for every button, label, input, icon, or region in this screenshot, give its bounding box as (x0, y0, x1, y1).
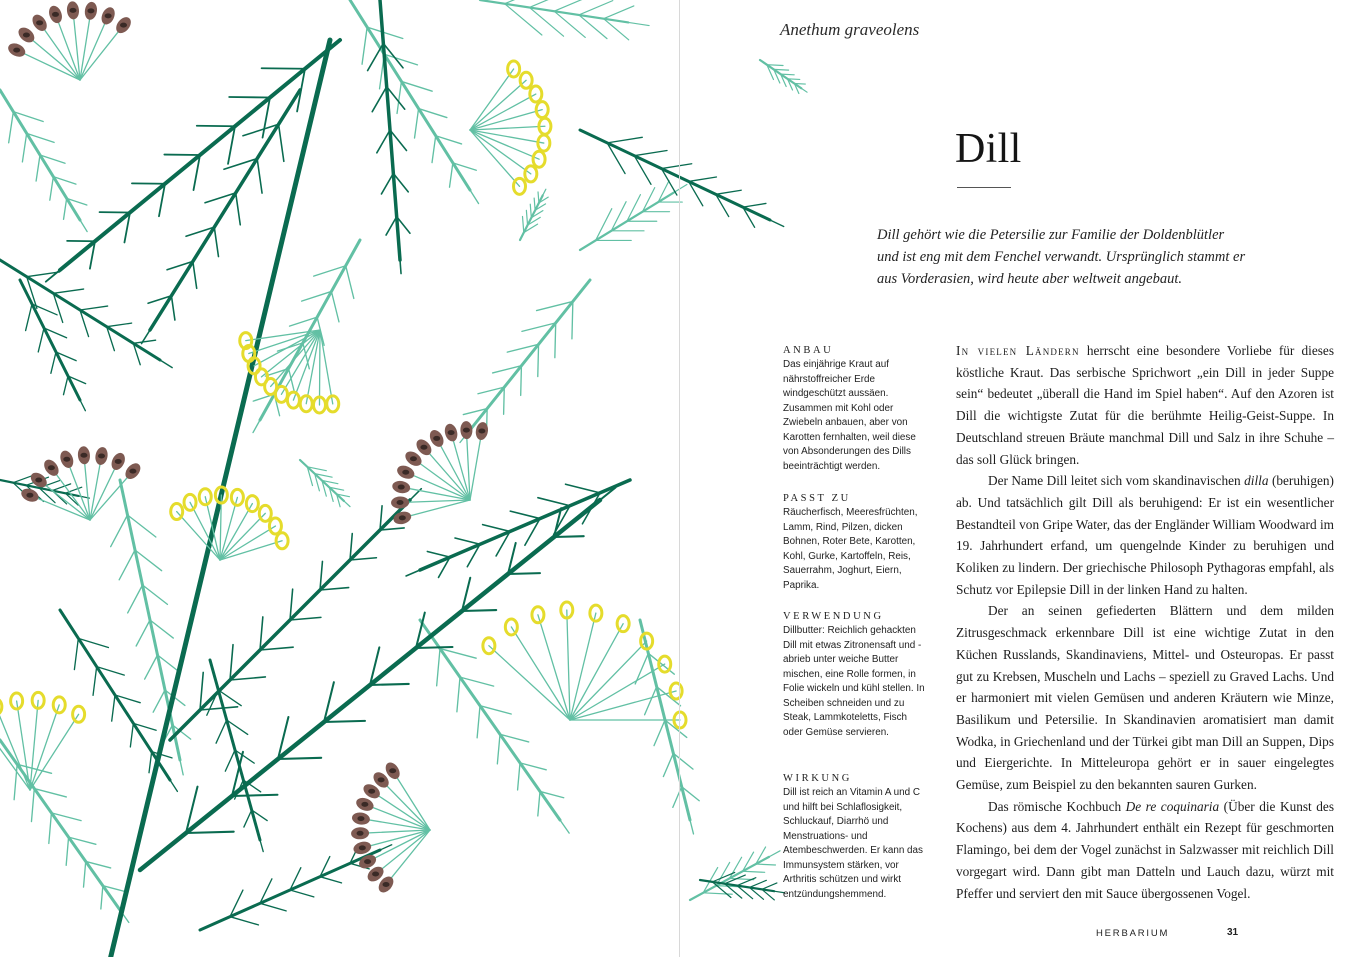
stem (566, 484, 600, 493)
stem (788, 79, 800, 80)
stem (214, 227, 218, 256)
stem (110, 40, 330, 957)
running-footer: HERBARIUM (1096, 928, 1170, 939)
stem (74, 638, 78, 669)
stem (470, 190, 479, 204)
stem (112, 695, 115, 721)
stem (538, 615, 570, 720)
stem (470, 69, 514, 130)
stem (320, 877, 342, 883)
seed-center (48, 465, 55, 470)
stem (101, 886, 103, 909)
seed-center (35, 477, 42, 482)
stem (170, 780, 177, 791)
stem (9, 112, 14, 143)
sidebar-section-passt-zu (783, 493, 928, 593)
stem (645, 687, 657, 715)
seed-center (361, 802, 368, 807)
stem (200, 707, 238, 710)
stem (51, 352, 56, 373)
seed-center (420, 445, 427, 450)
stem (654, 720, 665, 746)
stem (437, 649, 440, 686)
seed-center (357, 816, 364, 821)
stem (749, 880, 766, 887)
stem (400, 260, 401, 274)
seed-center (36, 20, 43, 25)
stem (555, 323, 556, 358)
stem (171, 296, 174, 320)
seed-center (383, 882, 390, 887)
stem (767, 65, 783, 66)
sidebar-section-verwendung (783, 611, 928, 740)
seed-center (26, 493, 33, 498)
stem (368, 43, 384, 70)
page-number: 31 (1227, 927, 1239, 938)
stem (279, 124, 284, 161)
stem (663, 753, 673, 776)
stem (510, 511, 540, 518)
stem (415, 109, 419, 138)
paragraph: Das römische Kochbuch De re coquinaria (Über die Kunst des Kochens) aus dem 4. Jahrhundert enthält ein Rezept für geschmorten Flamingo, bei dem der Vogel zunächst in Salzwasser mit reichlich Dill vorgegart wird. Dann gibt man Datteln und Lauch dazu, würzt mit Pfeffer und serviert den mit Sauce übergossenen Vogel. (956, 798, 1335, 901)
stem (200, 672, 203, 710)
stem (128, 585, 143, 613)
stem (416, 647, 452, 648)
stem (604, 6, 634, 19)
section-text: Räucherfisch, Meeresfrüchten, Lamm, Rind, Pilzen, dicken Bohnen, Roter Bete, Karotten, Kohl, Gurke, Kartoffeln, Reis, Sauerrahm, Joghurt, Eiern, Paprika. (783, 507, 918, 591)
stem (319, 330, 320, 405)
stem (260, 840, 263, 852)
stem (136, 620, 150, 646)
section-text: Dill ist reich an Vitamin A und C und hilft bei Schlaflosigkeit, Schluckauf, Diarrhö und Menstruations- und Atembeschwerden. Er kann das Immunsystem stärken, vor Arthritis schützen und wirkt entzündungshemmend. (783, 787, 923, 900)
stem (262, 68, 305, 69)
stem (689, 177, 717, 181)
section-text: Das einjährige Kraut auf nährstoffreicher Erde windgeschützt aussäen. Zusammen mit Kohl oder Zwiebeln anbauen, aber von Karotten fernhalten, weil diese von Absonderungen des Dills beeinträchtigt werden. (783, 359, 916, 472)
stem (762, 883, 777, 889)
section-heading: PASST ZU (783, 493, 851, 504)
stem (17, 701, 30, 790)
stem (674, 184, 687, 192)
seed-center (129, 469, 136, 474)
stem (216, 720, 227, 743)
stem (80, 306, 108, 310)
stem (504, 387, 505, 414)
seed-center (359, 845, 366, 850)
stem (673, 787, 682, 808)
stem (186, 832, 234, 833)
stem (386, 830, 430, 884)
seed-center (478, 429, 485, 434)
stem (38, 328, 44, 352)
stem (346, 266, 354, 299)
stem (703, 893, 732, 894)
stem (260, 617, 263, 650)
stem (526, 210, 527, 225)
stem (607, 137, 642, 143)
stem (538, 791, 540, 815)
stem (49, 813, 52, 844)
stem (80, 25, 124, 80)
stem (381, 173, 393, 194)
stem (344, 501, 350, 507)
stem (794, 84, 805, 85)
stem (455, 538, 480, 544)
stem (743, 871, 765, 872)
stem (331, 291, 339, 321)
stem (290, 890, 314, 897)
seed-center (52, 12, 59, 17)
section-text: Dillbutter: Reichlich gehackten Dill mit etwas Zitronensaft und -abrieb unter weiche Butter mischen, eine Rolle formen, in Folie wickeln und kühl stellen. In Scheiben schneiden und zu Steak, Lammkoteletts, Fisch oder Gemüse servieren. (783, 625, 925, 738)
stem (661, 164, 691, 169)
stem (145, 655, 158, 679)
stem (397, 81, 401, 113)
emphasis: dilla (1244, 473, 1269, 489)
stem (543, 189, 546, 195)
seed-center (372, 872, 379, 877)
seed-center (357, 831, 364, 836)
stem (534, 198, 535, 210)
stem (769, 851, 780, 857)
stem (111, 515, 128, 547)
sidebar-section-wirkung (783, 773, 928, 902)
stem (230, 645, 233, 680)
stem (260, 903, 286, 911)
section-heading: ANBAU (783, 345, 834, 356)
stem (236, 193, 241, 225)
stem (538, 192, 539, 203)
stem (580, 130, 770, 220)
seed-center (389, 768, 396, 773)
stem (324, 721, 365, 722)
stem (462, 610, 496, 611)
stem (93, 667, 97, 696)
stem (372, 87, 386, 112)
seed-center (87, 8, 94, 13)
stem (64, 376, 68, 395)
stem (160, 360, 172, 368)
stem (320, 330, 333, 404)
stem (634, 151, 667, 156)
seed-center (80, 453, 87, 458)
stem (690, 820, 693, 834)
stem (80, 400, 85, 411)
seed-center (433, 436, 440, 441)
stem (0, 740, 120, 910)
stem (497, 734, 500, 764)
stem (483, 525, 510, 532)
stem (278, 758, 321, 759)
stem (20, 280, 80, 400)
section-heading: VERWENDUNG (783, 611, 884, 622)
stem (521, 366, 522, 396)
stem (538, 498, 570, 506)
stem (350, 0, 470, 190)
stem (64, 198, 67, 219)
stem (153, 690, 165, 712)
stem (229, 97, 270, 98)
seed-center (120, 23, 127, 28)
seed-center (399, 515, 406, 520)
stem (470, 130, 544, 143)
stem (570, 613, 596, 720)
seed-center (364, 859, 371, 864)
stem (230, 917, 258, 925)
stem (508, 573, 540, 574)
stem (30, 714, 79, 790)
stem (133, 340, 155, 343)
paragraph: In vielen Ländern herrscht eine besondere Vorliebe für dieses köstliche Kraut. Das serbische Sprichwort „ein Dill in jeder Suppe sein“ bedeutet „überall die Hand im Spiel haben“. Auf den Azoren ist Dill die wichtigste Zutat für die berühmte Heilig-Geist-Suppe. In Deutschland streuen Bräute manchmal Dill und Salz in ihre Schuhe – das soll Glück bringen. (956, 343, 1334, 467)
paragraph: Der an seinen gefiederten Blättern und dem milden Zitrusgeschmack erkennbare Dill ist eine wichtige Zutat in den Küchen Russlands, Skandinaviens, Mittel- und Osteuropas. Er passt gut zu Krebsen, Muscheln und Lachs – speziell zu Graved Lachs. Und er harmoniert mit vielen Gemüsen und anderen Kräutern wie Minze, Basilikum und Petersilie. In Skandinavien aromatisiert man damit Wodka, in Griechenland und der Türkei gibt man Dill an Suppen, Dips und Eiergerichte. In Mitteleuropa gehört er in sauer eingelegtes Gemüse, zum Beispiel zu den bekannten sauren Gurken. (956, 603, 1334, 793)
stem (530, 204, 531, 218)
stem (53, 289, 83, 293)
stem (538, 344, 539, 376)
seed-center (115, 459, 122, 464)
stem (567, 610, 570, 720)
stem (180, 760, 183, 775)
stem (427, 551, 450, 557)
stem (450, 163, 453, 187)
section-heading: WIRKUNG (783, 773, 852, 784)
stem (90, 461, 118, 520)
seed-center (463, 428, 470, 433)
stem (377, 130, 390, 153)
seed-center (23, 32, 30, 37)
seed-center (13, 48, 20, 53)
stem (743, 203, 766, 207)
stem (149, 752, 152, 773)
stem (368, 830, 430, 862)
stem (579, 1, 613, 15)
stem (393, 771, 430, 830)
stem (554, 536, 584, 537)
stem (31, 789, 34, 822)
stem (380, 845, 392, 850)
stem (572, 301, 573, 338)
stem (716, 190, 741, 194)
latin-name: Anethum graveolens (780, 20, 920, 39)
stem (130, 723, 133, 747)
stem (477, 706, 480, 738)
seed-center (105, 13, 112, 18)
stem (470, 130, 519, 186)
stem (257, 159, 262, 194)
seed-center (402, 470, 409, 475)
stem (26, 304, 32, 331)
flower (0, 699, 2, 715)
stem (432, 136, 436, 163)
stem (260, 647, 293, 650)
stem (370, 684, 409, 685)
stem (554, 0, 591, 11)
stem (107, 323, 132, 327)
stem (470, 280, 590, 430)
body-text (956, 340, 1334, 904)
stem (420, 480, 630, 570)
stem (230, 677, 265, 680)
stem (22, 133, 26, 162)
intro-text: Dill gehört wie die Petersilie zur Familie der Doldenblütler und ist eng mit dem Fenchel verwandt. Ursprünglich stammt er aus Vorderasien, wird heute aber weltweit angebaut. (877, 227, 1246, 287)
stem (437, 438, 470, 500)
page-gutter (679, 0, 680, 957)
stem (635, 653, 648, 684)
stem (253, 420, 260, 433)
stem (90, 456, 102, 520)
paragraph: Der Name Dill leitet sich vom skandinavischen dilla (beruhigen) ab. Und tatsächlich gilt Dill als beruhigend: Er ist ein wesentlicher Bestandteil von Gripe Water, das der Engländer William Woodward im 19. Jahrhundert erfand, um quengelnde Kinder zu beruhigen und Koliken zu lindern. Der griechische Philosoph Pythagoras empfahl, als Schutz vor Epilepsie Dill in der linken Hand zu halten. (956, 473, 1334, 597)
seed-center (398, 485, 405, 490)
seed-center (63, 457, 70, 462)
stem (80, 11, 91, 80)
stem (470, 431, 482, 500)
sidebar-section-anbau (783, 345, 928, 474)
stem (518, 763, 520, 790)
seed-center (98, 454, 105, 459)
stem (362, 27, 367, 64)
stem (66, 837, 68, 865)
stem (80, 220, 87, 232)
seed-center (69, 8, 76, 13)
stem (406, 570, 420, 576)
stem (420, 620, 560, 820)
stem (80, 16, 108, 80)
stem (774, 69, 789, 70)
stem (232, 795, 277, 796)
lead-in: In vielen Ländern (956, 343, 1080, 358)
seed-center (378, 777, 385, 782)
stem (225, 750, 235, 771)
seed-center (397, 500, 404, 505)
seed-center (410, 456, 417, 461)
stem (781, 74, 795, 75)
stem (50, 177, 54, 201)
stem (570, 664, 665, 720)
title-divider (957, 187, 1011, 188)
stem (470, 94, 536, 130)
stem (84, 861, 86, 887)
stem (770, 220, 784, 227)
stem (570, 624, 623, 720)
stem (386, 217, 397, 235)
seed-center (448, 430, 455, 435)
stem (457, 677, 460, 712)
stem (193, 261, 197, 288)
stem (570, 641, 647, 720)
stem (756, 864, 776, 865)
book-title: De re coquinaria (1125, 798, 1220, 814)
stem (801, 88, 807, 92)
stem (36, 155, 40, 181)
stem (522, 216, 523, 232)
stem (244, 810, 252, 827)
stem (560, 820, 569, 833)
stem (628, 22, 649, 25)
stem (119, 550, 135, 580)
page-title: Dill (955, 126, 1022, 172)
seed-center (368, 789, 375, 794)
